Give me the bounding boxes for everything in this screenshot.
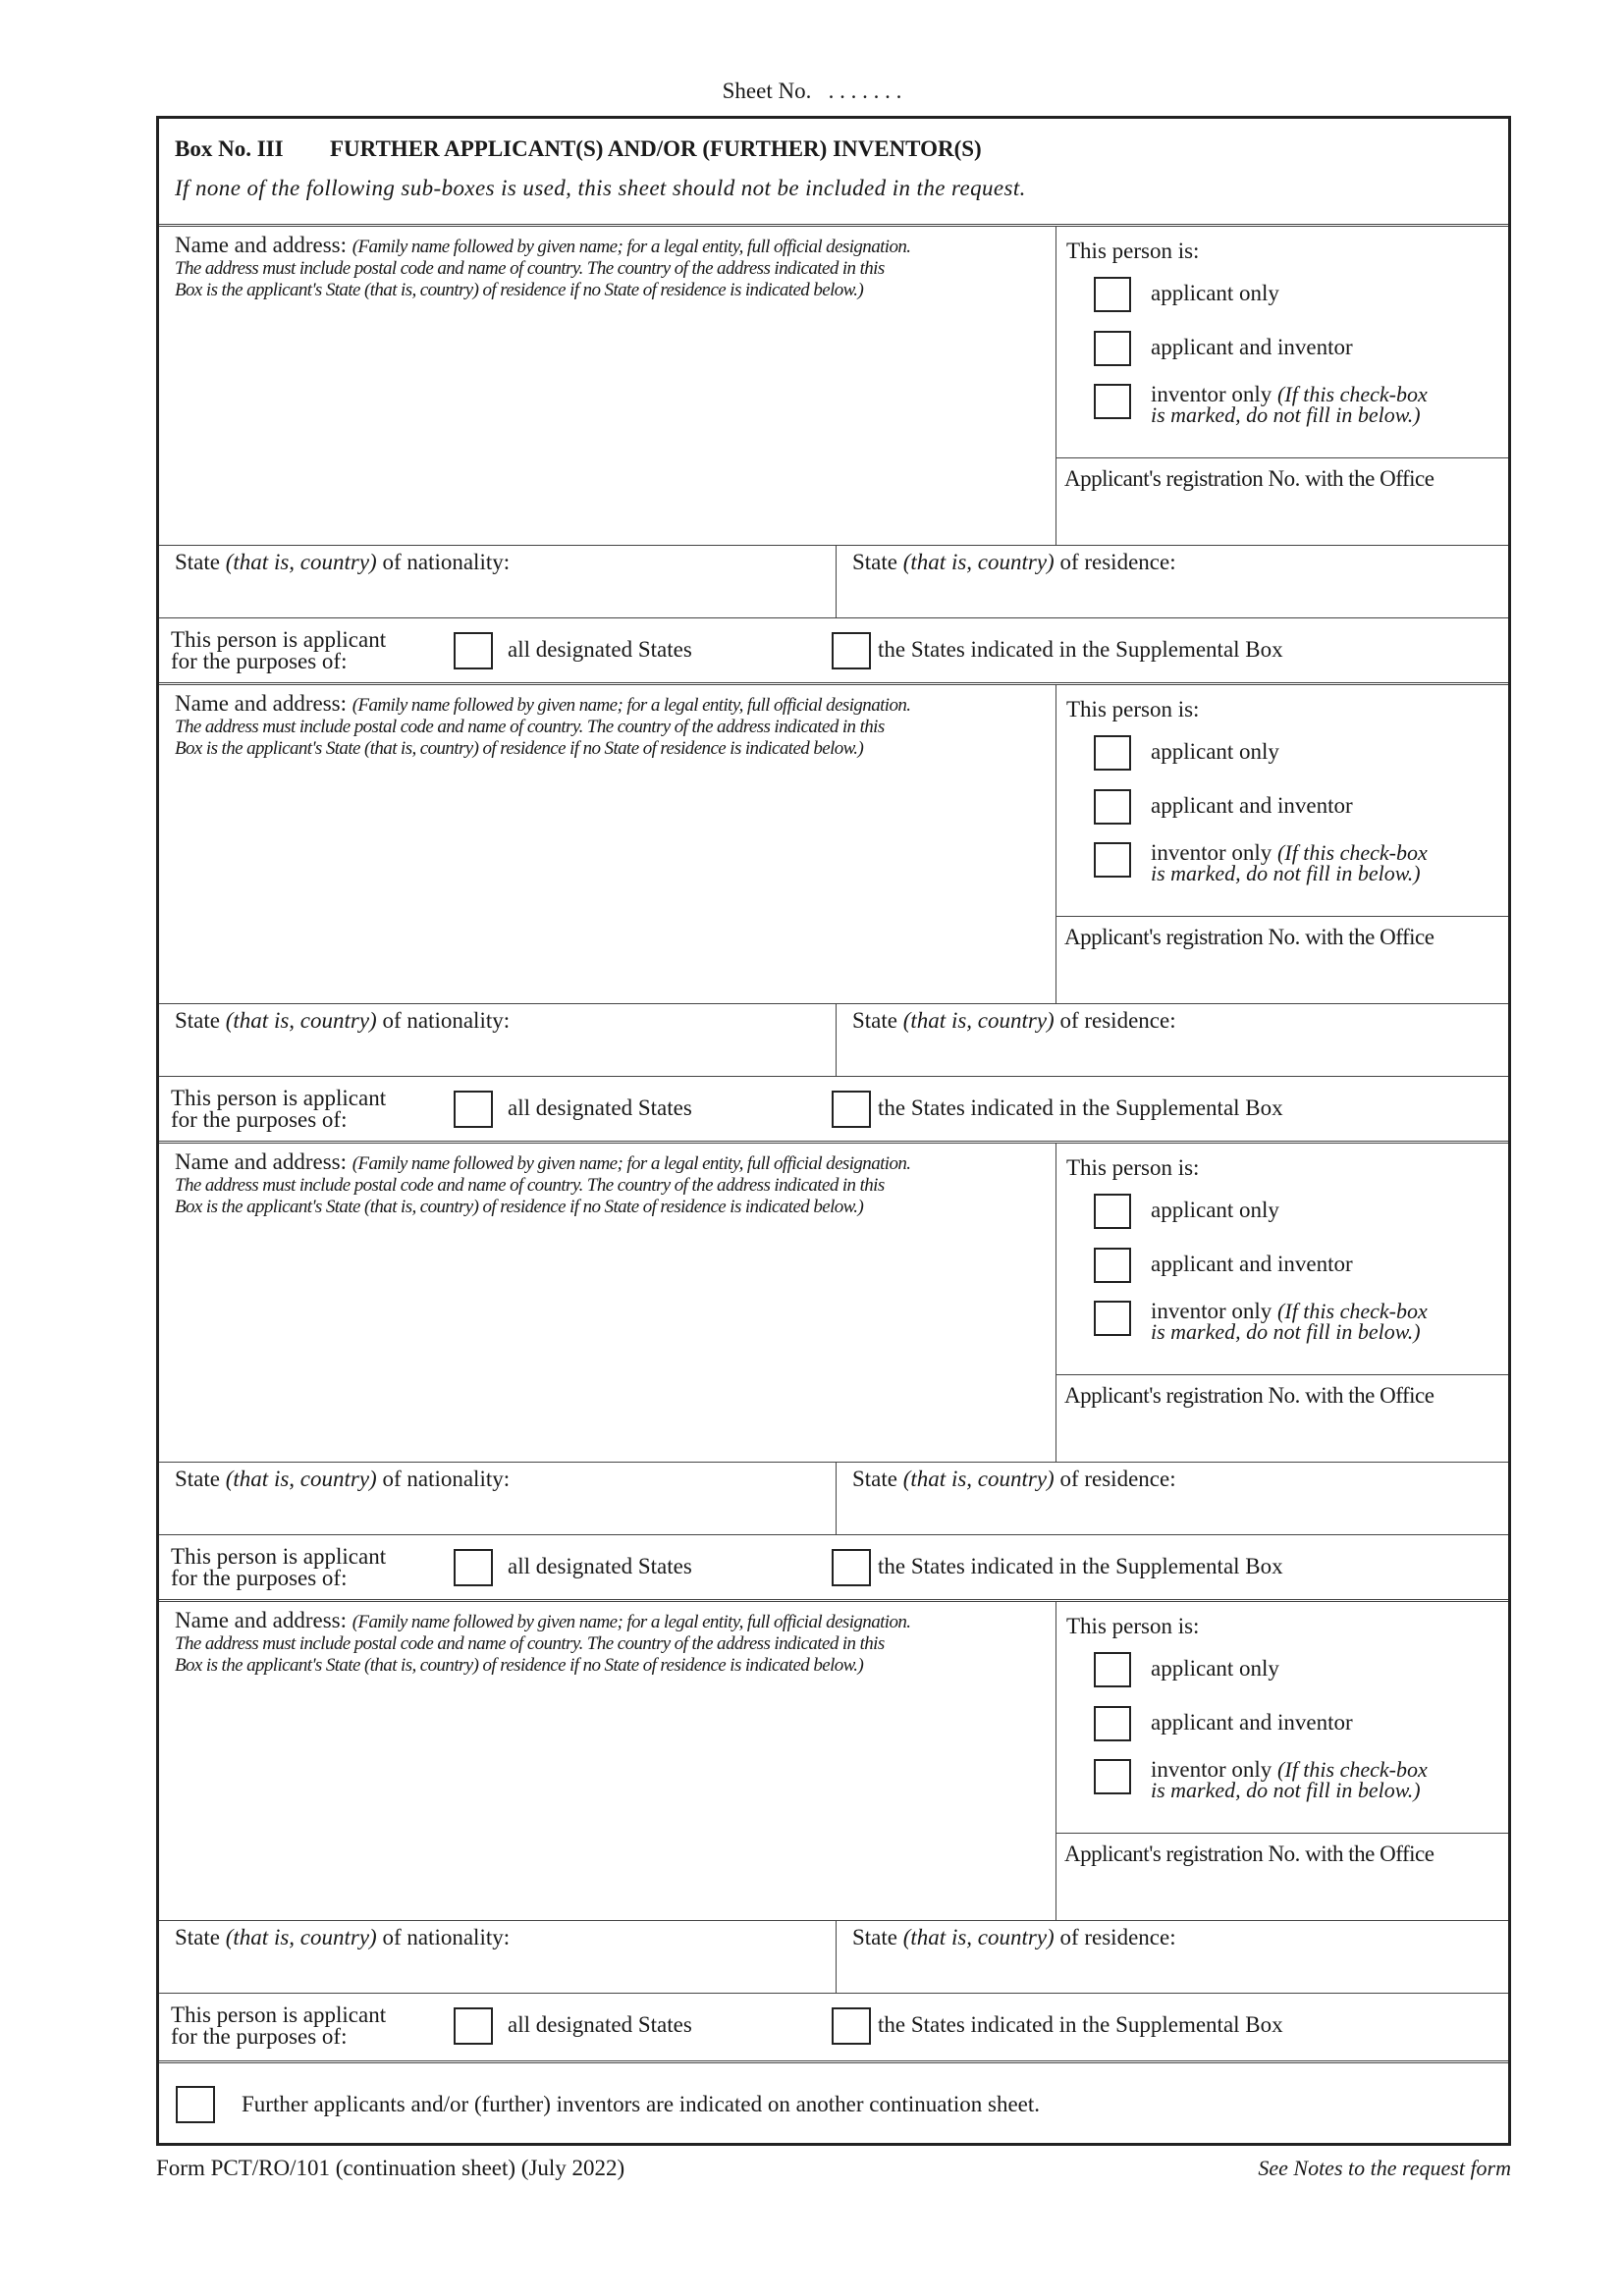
name-address-instruction: Box is the applicant's State (that is, country) of residence if no State of residence is indicated below.) (175, 280, 864, 300)
all-designated-states-checkbox[interactable] (454, 1091, 493, 1128)
name-address-field[interactable] (159, 1602, 1056, 1920)
applicant-and-inventor-checkbox[interactable] (1094, 1706, 1131, 1741)
applicant-only-label: applicant only (1151, 739, 1279, 764)
all-designated-states-checkbox[interactable] (454, 632, 493, 669)
nationality-label: (that is, country) (225, 1467, 377, 1491)
purposes-label: This person is applicant for the purposes of: (171, 627, 387, 673)
inventor-only-checkbox[interactable] (1094, 384, 1131, 419)
applicant-subbox (159, 685, 1508, 1144)
name-address-instruction: Box is the applicant's State (that is, country) of residence if no State of residence is indicated below.) (175, 1197, 864, 1217)
nationality-label: of nationality: (382, 550, 511, 574)
name-address-instruction: The address must include postal code and name of country. The country of the address indicated in this (175, 717, 885, 737)
box-iii-frame (156, 116, 1511, 2146)
registration-number-label: Applicant's registration No. with the Office (1064, 1842, 1435, 1866)
name-address-instruction: (Family name followed by given name; for a legal entity, full official designation. (352, 695, 911, 716)
all-designated-states-label: all designated States (508, 1095, 692, 1120)
person-role (1056, 227, 1508, 458)
all-designated-states-label: all designated States (508, 1554, 692, 1578)
inventor-only-note: (If this check-box (1277, 382, 1428, 406)
box-note: If none of the following sub-boxes is used, this sheet should not be included in the request. (175, 176, 1026, 200)
supplemental-box-states-label: the States indicated in the Supplemental Box (878, 2012, 1283, 2037)
name-address-field[interactable] (159, 1144, 1056, 1462)
inventor-only-checkbox[interactable] (1094, 1759, 1131, 1794)
name-address-instruction: (Family name followed by given name; for a legal entity, full official designation. (352, 237, 911, 257)
inventor-only-note: (If this check-box (1277, 840, 1428, 865)
person-role-label: This person is: (1066, 239, 1200, 263)
inventor-only-note: (If this check-box (1277, 1757, 1428, 1782)
applicant-only-checkbox[interactable] (1094, 735, 1131, 771)
purposes-label: This person is applicant for the purposes of: (171, 1086, 387, 1132)
inventor-only-checkbox[interactable] (1094, 1301, 1131, 1336)
sheet-number (0, 79, 1624, 104)
nationality-label: of nationality: (382, 1925, 511, 1949)
name-address-instruction: Box is the applicant's State (that is, country) of residence if no State of residence is indicated below.) (175, 1655, 864, 1676)
nationality-label: State (175, 1008, 220, 1033)
inventor-only-note: is marked, do not fill in below.) (1151, 1778, 1421, 1802)
residence-label: State (852, 1467, 897, 1491)
nationality-label: (that is, country) (225, 550, 377, 574)
residence-label: (that is, country) (902, 1008, 1055, 1033)
all-designated-states-checkbox[interactable] (454, 1549, 493, 1586)
nationality-label: State (175, 1467, 220, 1491)
name-address-field[interactable] (159, 227, 1056, 545)
sheet-number-label: Sheet No. (722, 79, 812, 103)
name-address-label: Name and address: (175, 233, 347, 257)
box-heading: FURTHER APPLICANT(S) AND/OR (FURTHER) INVENTOR(S) (330, 136, 982, 161)
residence-field[interactable] (837, 1462, 1508, 1534)
applicant-only-checkbox[interactable] (1094, 277, 1131, 312)
purposes-label: This person is applicant for the purposes of: (171, 2002, 387, 2049)
further-applicants-row (159, 2060, 1508, 2143)
applicant-and-inventor-checkbox[interactable] (1094, 331, 1131, 366)
all-designated-states-label: all designated States (508, 2012, 692, 2037)
registration-number-field[interactable] (1056, 1375, 1508, 1462)
residence-label: (that is, country) (902, 1467, 1055, 1491)
inventor-only-note: (If this check-box (1277, 1299, 1428, 1323)
inventor-only-label: inventor only (1151, 840, 1272, 865)
supplemental-box-states-label: the States indicated in the Supplemental Box (878, 1095, 1283, 1120)
registration-number-field[interactable] (1056, 458, 1508, 545)
all-designated-states-label: all designated States (508, 637, 692, 662)
name-address-instruction: Box is the applicant's State (that is, country) of residence if no State of residence is indicated below.) (175, 738, 864, 759)
box-number: Box No. III (175, 136, 284, 161)
person-role (1056, 1144, 1508, 1375)
residence-field[interactable] (837, 1920, 1508, 1993)
residence-label: (that is, country) (902, 1925, 1055, 1949)
supplemental-box-states-checkbox[interactable] (832, 632, 871, 669)
name-address-instruction: (Family name followed by given name; for a legal entity, full official designation. (352, 1612, 911, 1632)
inventor-only-checkbox[interactable] (1094, 842, 1131, 878)
registration-number-label: Applicant's registration No. with the Office (1064, 1383, 1435, 1408)
nationality-label: State (175, 550, 220, 574)
name-address-instruction: The address must include postal code and name of country. The country of the address indicated in this (175, 1633, 885, 1654)
inventor-only-label: inventor only (1151, 1299, 1272, 1323)
person-role (1056, 685, 1508, 917)
residence-label: of residence: (1059, 1467, 1176, 1491)
residence-label: (that is, country) (902, 550, 1055, 574)
person-role-label: This person is: (1066, 1614, 1200, 1638)
applicant-and-inventor-checkbox[interactable] (1094, 789, 1131, 825)
person-role (1056, 1602, 1508, 1834)
residence-field[interactable] (837, 545, 1508, 617)
further-applicants-checkbox[interactable] (176, 2086, 215, 2123)
box-header (159, 119, 1508, 227)
residence-label: State (852, 550, 897, 574)
inventor-only-note: is marked, do not fill in below.) (1151, 861, 1421, 885)
inventor-only-label: inventor only (1151, 382, 1272, 406)
name-address-instruction: The address must include postal code and name of country. The country of the address indicated in this (175, 258, 885, 279)
registration-number-field[interactable] (1056, 917, 1508, 1003)
applicant-subbox (159, 1602, 1508, 2063)
nationality-field[interactable] (159, 545, 837, 617)
nationality-label: of nationality: (382, 1008, 511, 1033)
supplemental-box-states-checkbox[interactable] (832, 2007, 871, 2045)
sheet-number-dots[interactable]: . . . . . . . (828, 79, 902, 103)
supplemental-box-states-checkbox[interactable] (832, 1549, 871, 1586)
nationality-field[interactable] (159, 1003, 837, 1076)
nationality-label: (that is, country) (225, 1008, 377, 1033)
applicant-and-inventor-label: applicant and inventor (1151, 335, 1353, 359)
applicant-subbox (159, 227, 1508, 685)
supplemental-box-states-label: the States indicated in the Supplemental Box (878, 637, 1283, 662)
applicant-and-inventor-label: applicant and inventor (1151, 1252, 1353, 1276)
inventor-only-note: is marked, do not fill in below.) (1151, 1319, 1421, 1344)
name-address-instruction: The address must include postal code and name of country. The country of the address indicated in this (175, 1175, 885, 1196)
inventor-only-label: inventor only (1151, 1757, 1272, 1782)
nationality-label: (that is, country) (225, 1925, 377, 1949)
inventor-only-note: is marked, do not fill in below.) (1151, 402, 1421, 427)
applicant-and-inventor-label: applicant and inventor (1151, 1710, 1353, 1735)
further-applicants-label: Further applicants and/or (further) inventors are indicated on another continuation sheet. (242, 2092, 1041, 2116)
applicant-and-inventor-checkbox[interactable] (1094, 1248, 1131, 1283)
supplemental-box-states-checkbox[interactable] (832, 1091, 871, 1128)
registration-number-label: Applicant's registration No. with the Office (1064, 466, 1435, 491)
residence-label: of residence: (1059, 550, 1176, 574)
all-designated-states-checkbox[interactable] (454, 2007, 493, 2045)
supplemental-box-states-label: the States indicated in the Supplemental Box (878, 1554, 1283, 1578)
applicant-subbox (159, 1144, 1508, 1602)
residence-label: of residence: (1059, 1008, 1176, 1033)
box-title (175, 136, 1492, 162)
applicant-and-inventor-label: applicant and inventor (1151, 793, 1353, 818)
purposes-label: This person is applicant for the purposes of: (171, 1544, 387, 1590)
form-identifier: Form PCT/RO/101 (continuation sheet) (July 2022) (156, 2156, 625, 2180)
name-address-field[interactable] (159, 685, 1056, 1003)
applicant-only-label: applicant only (1151, 281, 1279, 305)
nationality-label: of nationality: (382, 1467, 511, 1491)
residence-field[interactable] (837, 1003, 1508, 1076)
person-role-label: This person is: (1066, 1155, 1200, 1180)
applicant-only-label: applicant only (1151, 1656, 1279, 1681)
name-address-label: Name and address: (175, 1608, 347, 1632)
name-address-label: Name and address: (175, 691, 347, 716)
name-address-label: Name and address: (175, 1149, 347, 1174)
see-notes-reference: See Notes to the request form (1258, 2156, 1511, 2180)
applicant-only-checkbox[interactable] (1094, 1194, 1131, 1229)
residence-label: State (852, 1925, 897, 1949)
applicant-only-label: applicant only (1151, 1198, 1279, 1222)
nationality-label: State (175, 1925, 220, 1949)
nationality-field[interactable] (159, 1920, 837, 1993)
name-address-instruction: (Family name followed by given name; for a legal entity, full official designation. (352, 1153, 911, 1174)
registration-number-label: Applicant's registration No. with the Office (1064, 925, 1435, 949)
person-role-label: This person is: (1066, 697, 1200, 721)
registration-number-field[interactable] (1056, 1834, 1508, 1920)
applicant-only-checkbox[interactable] (1094, 1652, 1131, 1687)
nationality-field[interactable] (159, 1462, 837, 1534)
residence-label: State (852, 1008, 897, 1033)
residence-label: of residence: (1059, 1925, 1176, 1949)
